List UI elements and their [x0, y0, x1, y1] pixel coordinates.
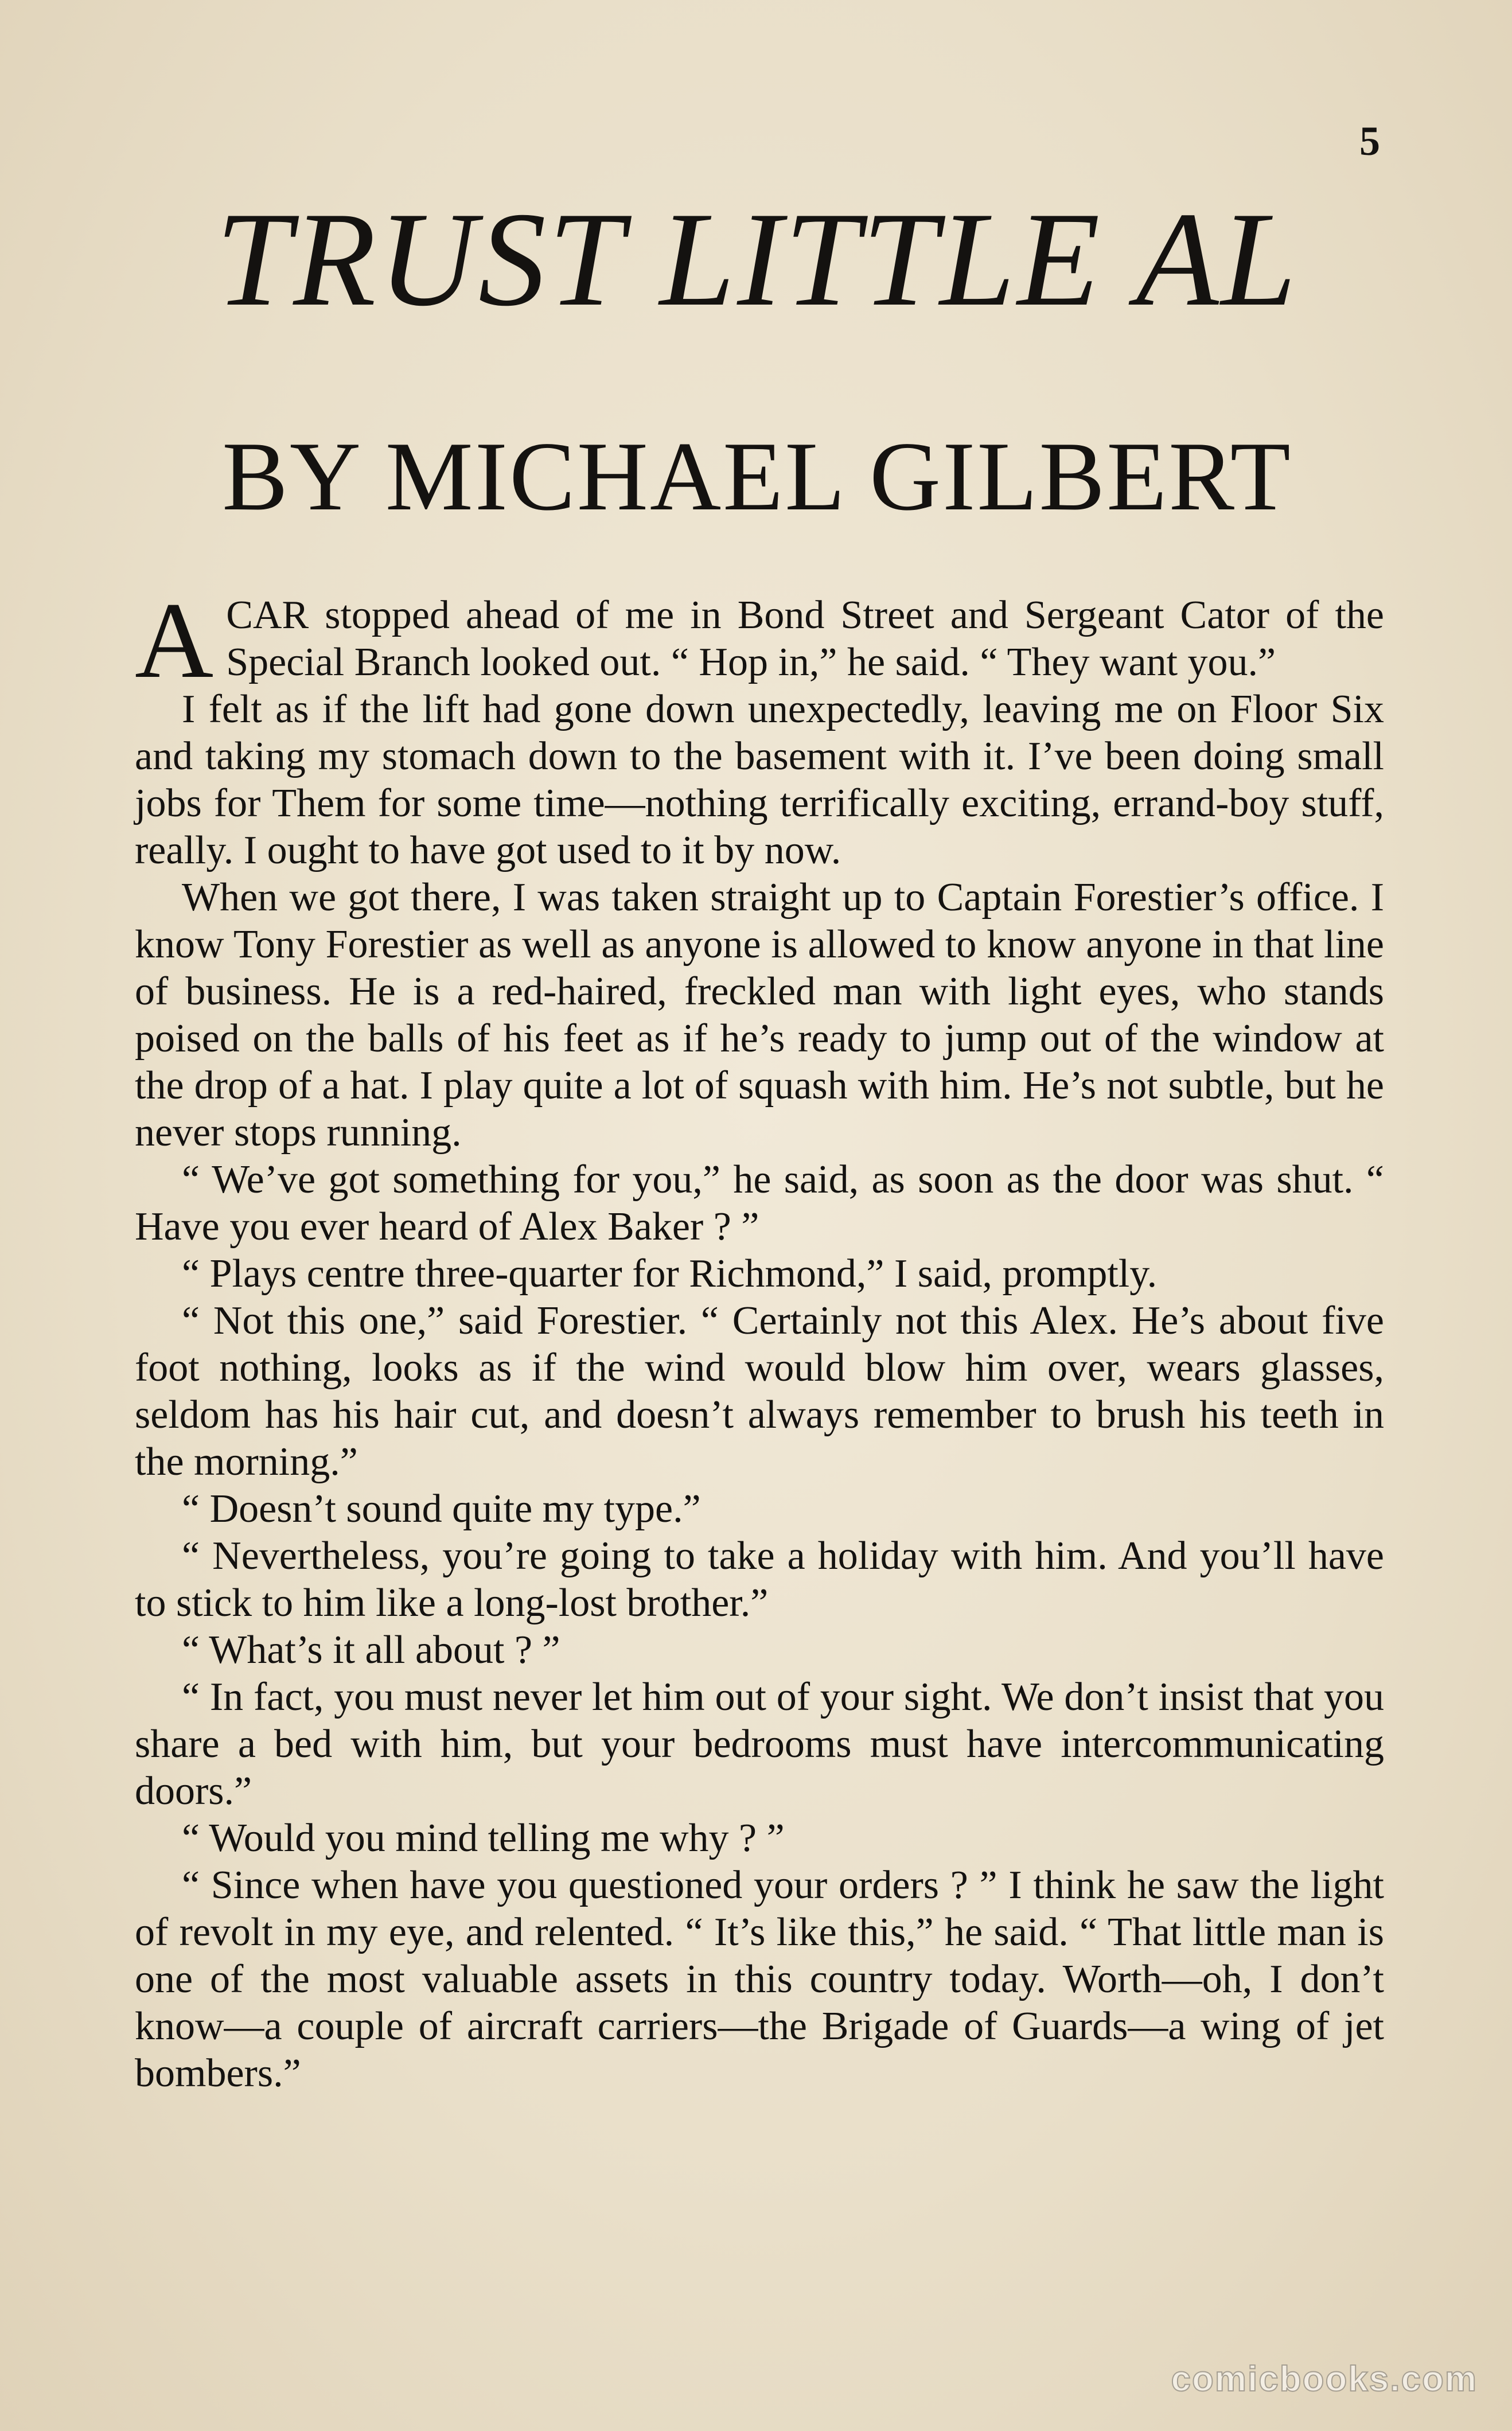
- watermark-logo: comicbooks.com: [1171, 2359, 1478, 2399]
- paragraph-1: [135, 581, 1384, 701]
- paragraph-4: “ We’ve got something for you,” he said, as soon as the door was shut. “ Have you ever heard of Alex Baker ? ”: [135, 1158, 1384, 1249]
- author-byline: BY MICHAEL GILBERT: [222, 422, 1292, 531]
- paragraph-7: “ Doesn’t sound quite my type.”: [182, 1487, 701, 1531]
- story-title: TRUST LITTLE AL: [216, 185, 1299, 334]
- paragraph-10: “ In fact, you must never let him out of your sight. We don’t insist that you share a bed with him, but your bedrooms must have intercommunicating doors.”: [135, 1675, 1384, 1813]
- paragraph-6: “ Not this one,” said Forestier. “ Certainly not this Alex. He’s about five foot nothing, looks as if the wind would blow him over, wears glasses, seldom has his hair cut, and doesn’t always remember to brush his teeth in the morning.”: [135, 1299, 1384, 1484]
- paragraph-2: I felt as if the lift had gone down unexpectedly, leaving me on Floor Six and taking my stomach down to the basement with it. I’ve been doing small jobs for Them for some time—nothing terrifically exciting, errand-boy stuff, really. I ought to have got used to it by now.: [135, 687, 1384, 872]
- story-body: [135, 581, 1384, 2097]
- paragraph-5: “ Plays centre three-quarter for Richmond,” I said, promptly.: [182, 1252, 1158, 1296]
- drop-cap: A: [135, 581, 214, 701]
- paragraph-8: “ Nevertheless, you’re going to take a holiday with him. And you’ll have to stick to him like a long-lost brother.”: [135, 1534, 1384, 1625]
- paragraph-3: When we got there, I was taken straight up to Captain Forestier’s office. I know Tony Forestier as well as anyone is allowed to know anyone in that line of business. He is a red-haired, freckled man with light eyes, who stands poised on the balls of his feet as if he’s ready to jump out of the window at the drop of a hat. I play quite a lot of squash with him. He’s not subtle, but he never stops running.: [135, 875, 1384, 1155]
- page-number: 5: [1359, 118, 1380, 164]
- paragraph-1-text: CAR stopped ahead of me in Bond Street and Sergeant Cator of the Special Branch looked out. “ Hop in,” he said. “ They want you.”: [226, 593, 1384, 684]
- paragraph-11: “ Would you mind telling me why ? ”: [182, 1816, 785, 1860]
- paragraph-12: “ Since when have you questioned your orders ? ” I think he saw the light of revolt in my eye, and relented. “ It’s like this,” he said. “ That little man is one of the most valuable assets in this country today. Worth—oh, I don’t know—a couple of aircraft carriers—the Brigade of Guards—a wing of jet bombers.”: [135, 1863, 1384, 2095]
- paragraph-9: “ What’s it all about ? ”: [182, 1628, 560, 1672]
